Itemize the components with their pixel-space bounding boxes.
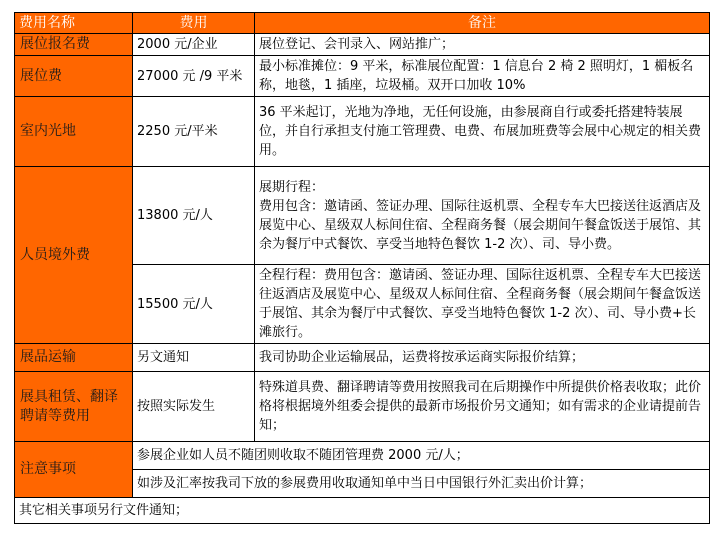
row-overseas-plan1 <box>15 167 710 265</box>
plan1-title: 展期行程： <box>259 179 325 195</box>
cost-raw-space: 2250 元/平米 <box>133 97 255 167</box>
plan1-lead: 费用包含： <box>259 198 325 214</box>
remark-booth-fee: 最小标准摊位：9 平米，标准展位配置：1 信息台 2 椅 2 照明灯，1 楣板名称，地毯，1 插座，垃圾桶。双开口加收 10% <box>255 56 710 97</box>
plan1-text: 邀请函、签证办理、国际往返机票、全程专车大巴接送往返酒店及展览中心、星级双人标间住宿、全程商务餐（展会期间午餐盒饭送于展馆、其余为餐厅中式餐饮、享受当地特色餐饮 1-2 次）、司、导小费。 <box>259 198 702 252</box>
remark-overseas-plan2 <box>255 265 710 344</box>
label-booth-fee: 展位费 <box>15 56 133 97</box>
cost-registration-fee: 2000 元/企业 <box>133 34 255 56</box>
header-cost: 费用 <box>133 13 255 34</box>
remark-overseas-plan1 <box>255 167 710 265</box>
remark-registration-fee: 展位登记、会刊录入、网站推广； <box>255 34 710 56</box>
remark-transport: 我司协助企业运输展品，运费将按承运商实际报价结算； <box>255 344 710 372</box>
row-registration-fee <box>15 34 710 56</box>
label-transport: 展品运输 <box>15 344 133 372</box>
row-footer <box>15 498 710 524</box>
footer-note: 其它相关事项另行文件通知； <box>15 498 710 524</box>
row-raw-space <box>15 97 710 167</box>
label-registration-fee: 展位报名费 <box>15 34 133 56</box>
header-row <box>15 13 710 34</box>
cost-booth-fee: 27000 元 /9 平米 <box>133 56 255 97</box>
label-raw-space: 室内光地 <box>15 97 133 167</box>
row-rental <box>15 372 710 442</box>
row-booth-fee <box>15 56 710 97</box>
cost-overseas-plan2: 15500 元/人 <box>133 265 255 344</box>
cost-transport: 另文通知 <box>133 344 255 372</box>
cost-rental: 按照实际发生 <box>133 372 255 442</box>
plan1-body <box>259 197 705 254</box>
cost-overseas-plan1: 13800 元/人 <box>133 167 255 265</box>
header-remark: 备注 <box>255 13 710 34</box>
label-notes: 注意事项 <box>15 442 133 498</box>
header-item: 费用名称 <box>15 13 133 34</box>
fee-table <box>14 12 710 524</box>
remark-raw-space: 36 平米起订，光地为净地，无任何设施，由参展商自行或委托搭建特装展位，并自行承担支付施工管理费、电费、布展加班费等会展中心规定的相关费用。 <box>255 97 710 167</box>
row-transport <box>15 344 710 372</box>
remark-rental: 特殊道具费、翻译聘请等费用按照我司在后期操作中所提供价格表收取；此价格将根据境外组委会提供的最新市场报价另文通知；如有需求的企业请提前告知； <box>255 372 710 442</box>
plan2-lead: 全程行程：费用包含： <box>259 268 390 283</box>
label-rental: 展具租赁、翻译聘请等费用 <box>15 372 133 442</box>
label-overseas: 人员境外费 <box>15 167 133 344</box>
notes-line-1: 参展企业如人员不随团则收取不随团管理费 2000 元/人； <box>133 442 710 470</box>
row-notes-1 <box>15 442 710 470</box>
plan2-text: 邀请函、签证办理、国际往返机票、全程专车大巴接送往返酒店及展览中心、星级双人标间住宿、全程商务餐（展会期间午餐盒饭送于展馆、其余为餐厅中式餐饮、享受当地特色餐饮 1-2 次）、司、导小费+长滩旅行。 <box>259 268 702 340</box>
plan2-body <box>259 266 705 342</box>
notes-line-2: 如涉及汇率按我司下放的参展费用收取通知单中当日中国银行外汇卖出价计算； <box>133 470 710 498</box>
